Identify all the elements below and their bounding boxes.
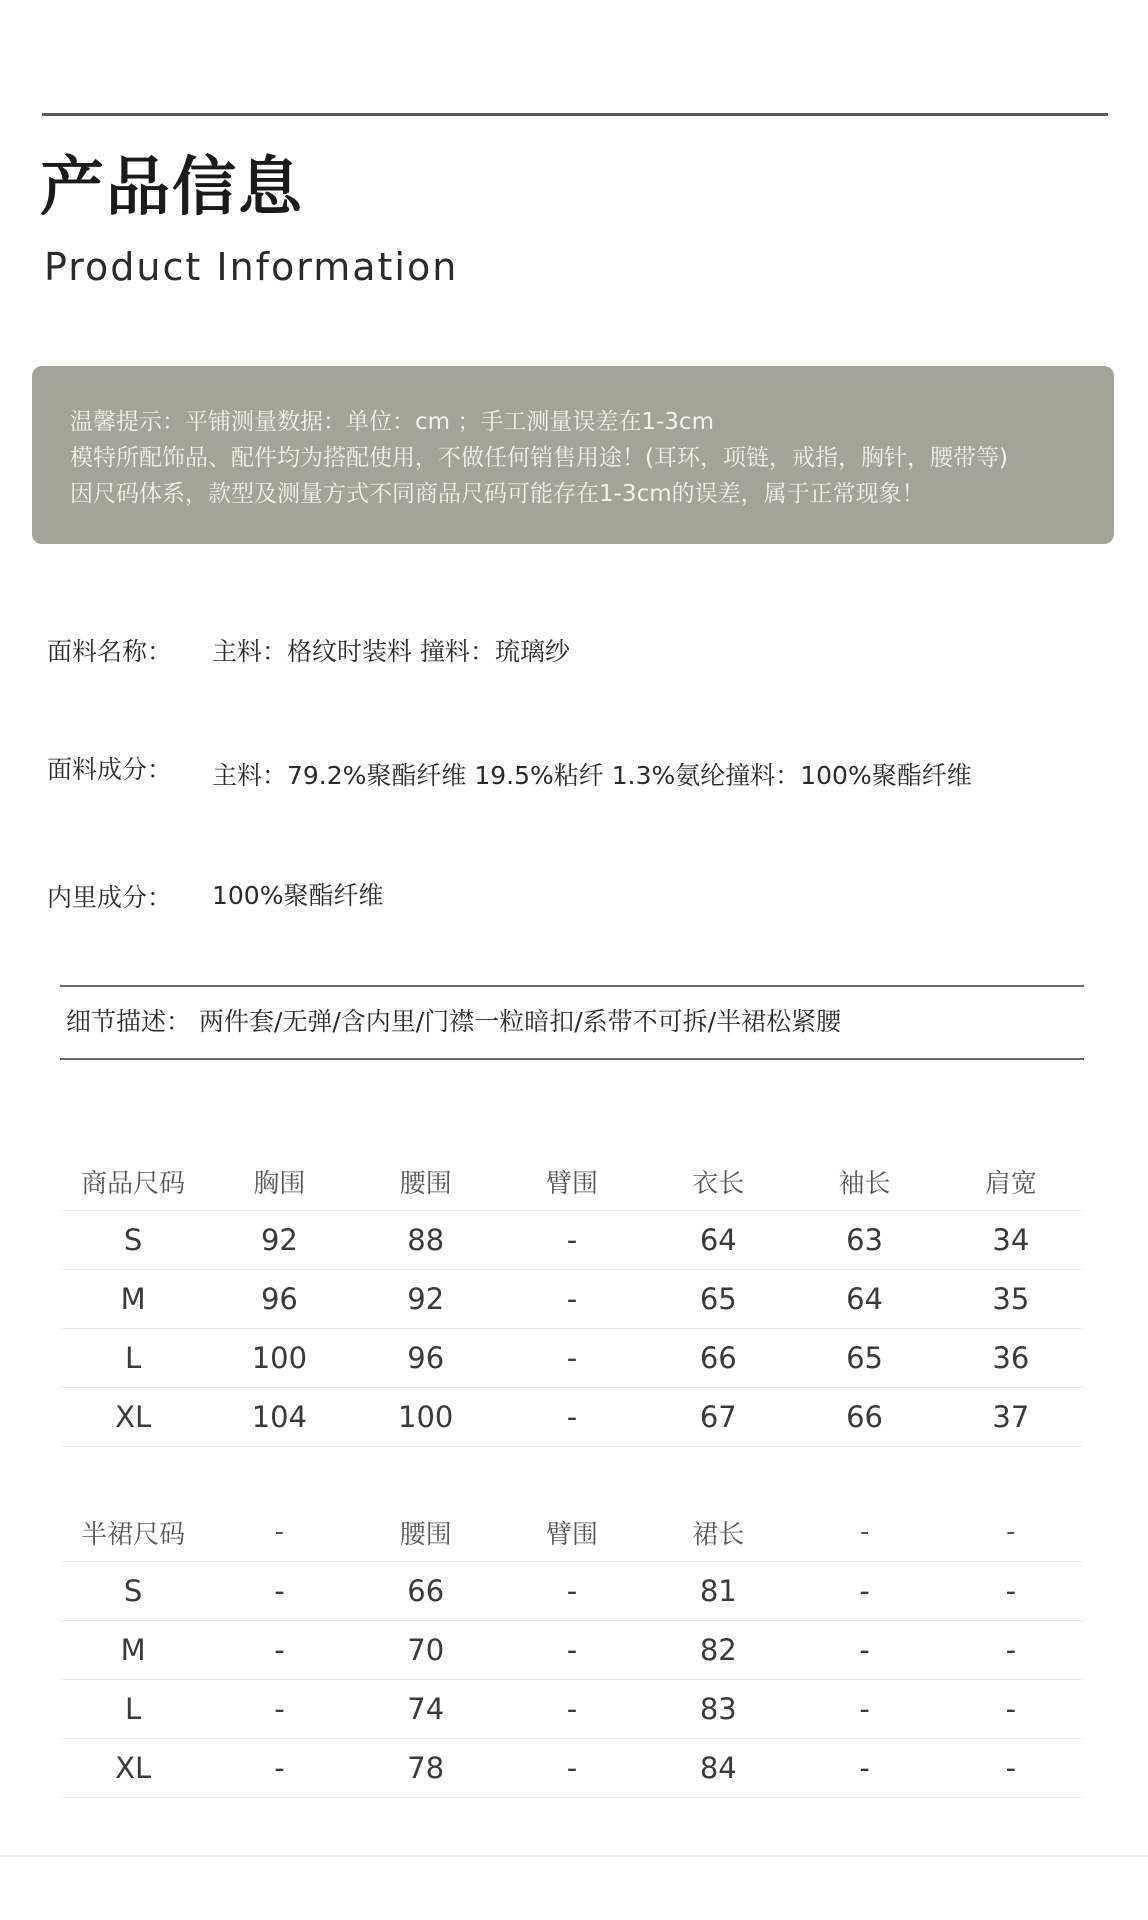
table-cell: 34 — [938, 1211, 1084, 1270]
top-divider — [42, 113, 1108, 116]
col-header: 袖长 — [791, 1152, 937, 1211]
col-header: 衣长 — [645, 1152, 791, 1211]
table-row — [60, 1270, 1084, 1329]
table-cell: - — [938, 1621, 1084, 1680]
table-cell: XL — [60, 1739, 206, 1798]
table-cell: 81 — [645, 1562, 791, 1621]
table-cell: - — [791, 1739, 937, 1798]
table-cell: 83 — [645, 1680, 791, 1739]
table-cell: XL — [60, 1388, 206, 1447]
table-cell: - — [499, 1388, 645, 1447]
table-cell: - — [791, 1562, 937, 1621]
col-header: 裙长 — [645, 1503, 791, 1562]
notice-line-size-error: 因尺码体系，款型及测量方式不同商品尺码可能存在1-3cm的误差，属于正常现象！ — [70, 481, 925, 507]
table-cell: 104 — [206, 1388, 352, 1447]
col-header: - — [206, 1503, 352, 1562]
table-cell: 66 — [791, 1388, 937, 1447]
table-cell: S — [60, 1211, 206, 1270]
col-header: 臂围 — [499, 1152, 645, 1211]
table-cell: 64 — [791, 1270, 937, 1329]
fabric-name-label: 面料名称： — [47, 637, 173, 666]
table-cell: - — [938, 1680, 1084, 1739]
table-row — [60, 1562, 1084, 1621]
skirt-size-table — [60, 1503, 1084, 1798]
table-cell: 96 — [206, 1270, 352, 1329]
table-cell: 100 — [353, 1388, 499, 1447]
top-size-table — [60, 1152, 1084, 1447]
col-header: 商品尺码 — [60, 1152, 206, 1211]
table-cell: S — [60, 1562, 206, 1621]
table-cell: 78 — [353, 1739, 499, 1798]
table-header-row — [60, 1503, 1084, 1562]
table-row — [60, 1329, 1084, 1388]
table-cell: - — [499, 1680, 645, 1739]
table-cell: 92 — [353, 1270, 499, 1329]
fabric-composition-label: 面料成分： — [47, 755, 173, 784]
table-cell: L — [60, 1329, 206, 1388]
notice-box — [32, 366, 1114, 544]
table-cell: 65 — [791, 1329, 937, 1388]
table-cell: 67 — [645, 1388, 791, 1447]
col-header: 腰围 — [353, 1503, 499, 1562]
table-cell: - — [499, 1562, 645, 1621]
col-header: 臂围 — [499, 1503, 645, 1562]
table-cell: 70 — [353, 1621, 499, 1680]
col-header: 肩宽 — [938, 1152, 1084, 1211]
table-cell: 65 — [645, 1270, 791, 1329]
table-cell: 35 — [938, 1270, 1084, 1329]
table-cell: 88 — [353, 1211, 499, 1270]
table-cell: - — [938, 1562, 1084, 1621]
table-row — [60, 1739, 1084, 1798]
table-cell: L — [60, 1680, 206, 1739]
col-header: 腰围 — [353, 1152, 499, 1211]
table-cell: - — [938, 1739, 1084, 1798]
table-row — [60, 1211, 1084, 1270]
table-cell: - — [206, 1621, 352, 1680]
table-cell: 37 — [938, 1388, 1084, 1447]
table-cell: 64 — [645, 1211, 791, 1270]
table-cell: M — [60, 1621, 206, 1680]
table-cell: - — [499, 1329, 645, 1388]
col-header: 胸围 — [206, 1152, 352, 1211]
fabric-name-value: 主料：格纹时装料 撞料：琉璃纱 — [212, 637, 570, 666]
table-cell: 66 — [353, 1562, 499, 1621]
table-cell: - — [791, 1621, 937, 1680]
table-cell: 63 — [791, 1211, 937, 1270]
table-cell: - — [206, 1562, 352, 1621]
table-cell: 96 — [353, 1329, 499, 1388]
notice-line-accessories: 模特所配饰品、配件均为搭配使用，不做任何销售用途！(耳环，项链，戒指，胸针，腰带等) — [70, 445, 1008, 471]
col-header: - — [791, 1503, 937, 1562]
lining-composition-label: 内里成分： — [47, 883, 173, 912]
col-header: - — [938, 1503, 1084, 1562]
table-header-row — [60, 1152, 1084, 1211]
table-cell: - — [499, 1211, 645, 1270]
table-cell: 84 — [645, 1739, 791, 1798]
table-cell: 74 — [353, 1680, 499, 1739]
detail-bottom-divider — [60, 1058, 1084, 1060]
detail-top-divider — [60, 985, 1084, 987]
bottom-divider — [0, 1855, 1148, 1857]
table-cell: M — [60, 1270, 206, 1329]
table-cell: - — [499, 1739, 645, 1798]
col-header: 半裙尺码 — [60, 1503, 206, 1562]
notice-line-measurement: 温馨提示：平铺测量数据：单位：cm ；手工测量误差在1-3cm — [70, 409, 714, 435]
table-cell: 66 — [645, 1329, 791, 1388]
table-cell: 92 — [206, 1211, 352, 1270]
table-cell: 100 — [206, 1329, 352, 1388]
table-cell: - — [499, 1621, 645, 1680]
page-title: 产品信息 — [40, 151, 304, 225]
page-subtitle: Product Information — [44, 245, 459, 289]
lining-composition-value: 100%聚酯纤维 — [212, 881, 384, 910]
table-cell: 36 — [938, 1329, 1084, 1388]
table-cell: - — [499, 1270, 645, 1329]
table-row — [60, 1680, 1084, 1739]
table-cell: 82 — [645, 1621, 791, 1680]
table-row — [60, 1388, 1084, 1447]
table-row — [60, 1621, 1084, 1680]
table-cell: - — [206, 1680, 352, 1739]
table-cell: - — [206, 1739, 352, 1798]
fabric-composition-value: 主料：79.2%聚酯纤维 19.5%粘纤 1.3%氨纶撞料：100%聚酯纤维 — [212, 761, 972, 790]
detail-description: 细节描述： 两件套/无弹/含内里/门襟一粒暗扣/系带不可拆/半裙松紧腰 — [66, 1007, 842, 1036]
table-cell: - — [791, 1680, 937, 1739]
